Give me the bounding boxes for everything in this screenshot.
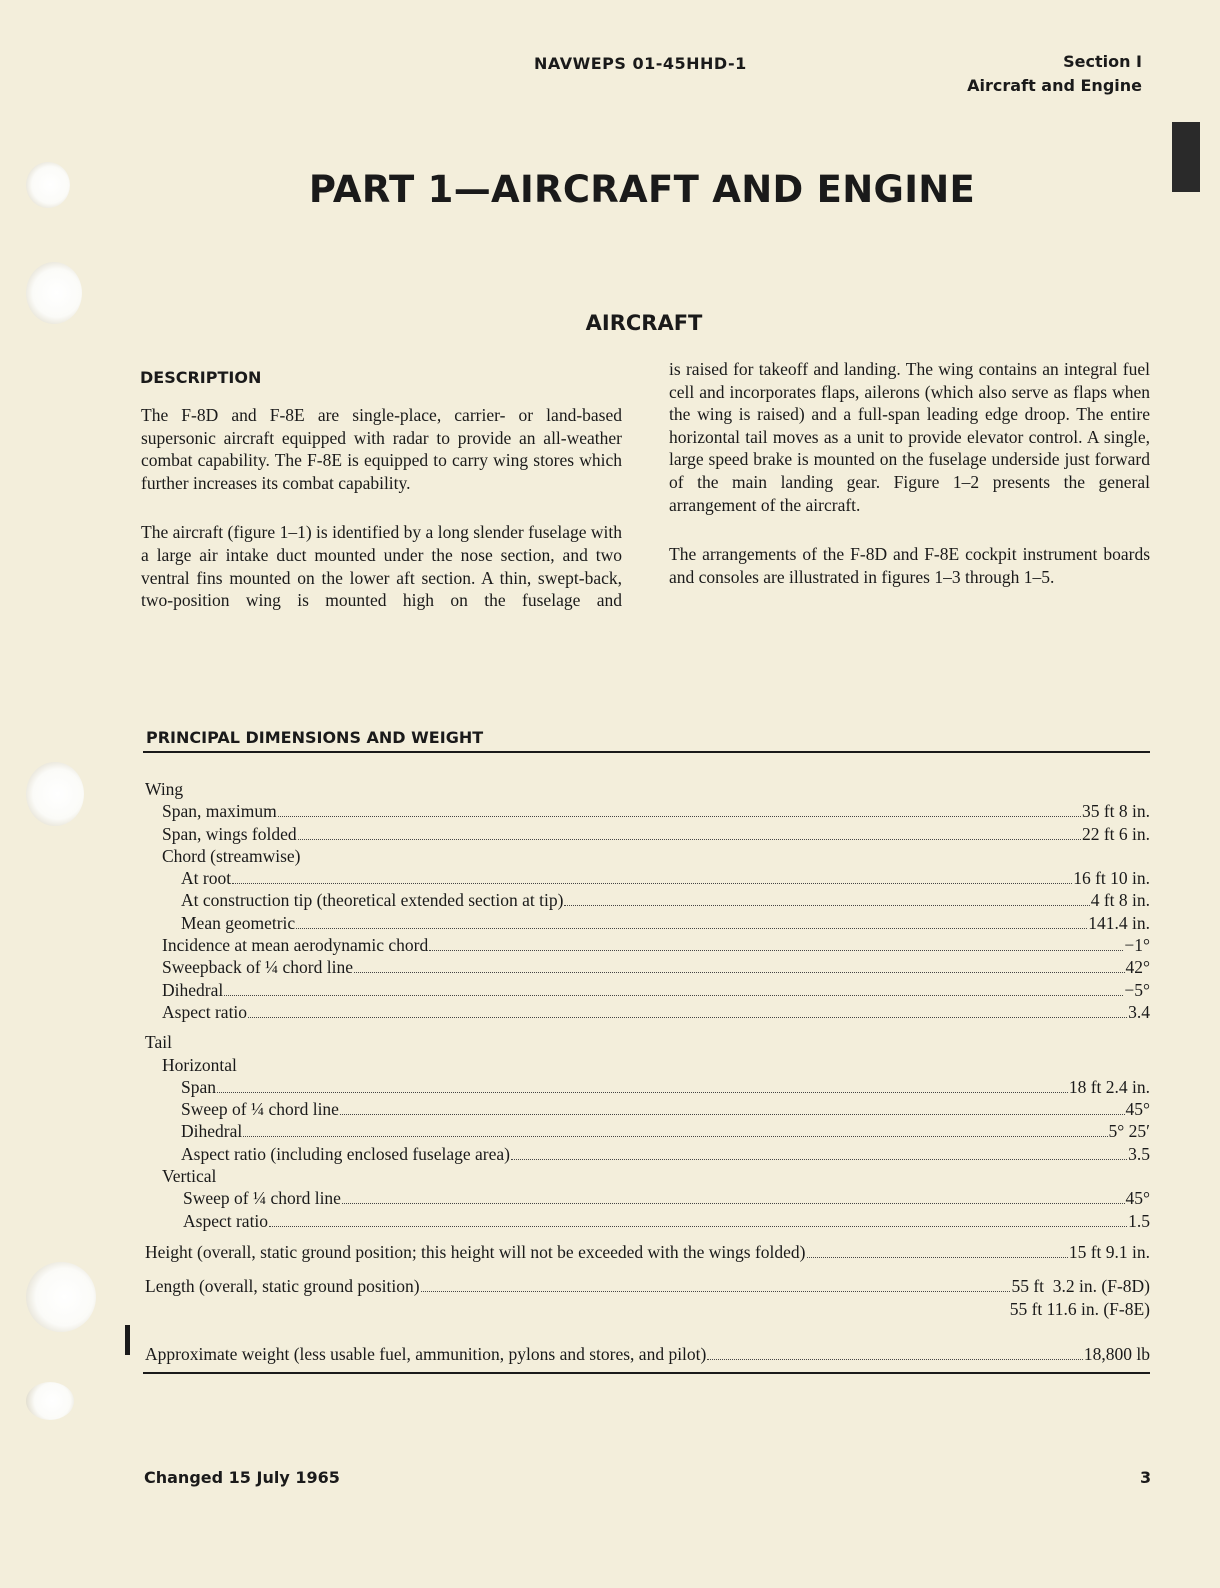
leader-dots bbox=[707, 1359, 1083, 1360]
leader-dots bbox=[224, 995, 1123, 996]
dimension-label: Mean geometric bbox=[181, 912, 296, 933]
leader-dots bbox=[342, 1203, 1125, 1204]
leader-dots bbox=[340, 1114, 1125, 1115]
dimension-row bbox=[145, 979, 1150, 1001]
weight-label: Approximate weight (less usable fuel, ammunition, pylons and stores, and pilot) bbox=[145, 1343, 707, 1364]
leader-dots bbox=[296, 928, 1087, 929]
group-label-text: Tail bbox=[145, 1032, 172, 1053]
leader-dots bbox=[232, 883, 1072, 884]
dimension-value: 1.5 bbox=[1128, 1210, 1150, 1231]
height-value: 15 ft 9.1 in. bbox=[1068, 1241, 1150, 1262]
leader-dots bbox=[217, 1092, 1068, 1093]
leader-dots bbox=[564, 905, 1089, 906]
dimension-row bbox=[145, 889, 1150, 911]
binder-hole bbox=[26, 1262, 96, 1332]
length-value-f8d: 55 ft 3.2 in. (F-8D) bbox=[1011, 1275, 1150, 1296]
dimension-value: −1° bbox=[1124, 935, 1150, 956]
dimension-value: 3.4 bbox=[1128, 1001, 1150, 1022]
dimension-row bbox=[145, 845, 1150, 867]
binder-hole bbox=[26, 1382, 74, 1420]
height-row bbox=[145, 1240, 1150, 1264]
dimension-label: Aspect ratio (including enclosed fuselage area) bbox=[181, 1143, 510, 1164]
change-date: Changed 15 July 1965 bbox=[144, 1468, 340, 1487]
paragraph: The F-8D and F-8E are single-place, carrier- or land-based supersonic aircraft equipped with radar to provide an all-weather combat capability. The F-8E is equipped to carry wing stores which further increases its combat capability. bbox=[141, 405, 622, 493]
length-value-f8e: 55 ft 11.6 in. (F-8E) bbox=[1009, 1298, 1150, 1319]
description-right-column bbox=[669, 358, 1150, 615]
page-number: 3 bbox=[1140, 1468, 1152, 1487]
dimension-label: At construction tip (theoretical extended section at tip) bbox=[181, 890, 564, 911]
leader-dots bbox=[278, 816, 1081, 817]
dimension-value: 4 ft 8 in. bbox=[1090, 890, 1150, 911]
group-label bbox=[145, 1031, 1150, 1053]
leader-dots bbox=[354, 972, 1125, 973]
dimension-label: Incidence at mean aerodynamic chord bbox=[162, 935, 429, 956]
dimension-value: 35 ft 8 in. bbox=[1081, 801, 1150, 822]
dimension-label: Horizontal bbox=[162, 1054, 237, 1075]
dimension-row bbox=[145, 1076, 1150, 1098]
leader-dots bbox=[511, 1159, 1127, 1160]
section-label bbox=[967, 50, 1142, 98]
group-label bbox=[145, 778, 1150, 800]
dimensions-heading: PRINCIPAL DIMENSIONS AND WEIGHT bbox=[146, 728, 484, 747]
dimension-row bbox=[145, 1098, 1150, 1120]
leader-dots bbox=[248, 1017, 1127, 1018]
dimension-value: 16 ft 10 in. bbox=[1073, 868, 1150, 889]
dimension-value: 45° bbox=[1125, 1188, 1150, 1209]
dimension-row bbox=[145, 800, 1150, 822]
paragraph: The aircraft (figure 1–1) is identified by a long slender fuselage with a large air intake duct mounted under the nose section, and two ventral fins mounted on the lower aft section. A thin, swept-back, two-position wing is mounted high on the fuselage and bbox=[141, 522, 622, 611]
binder-hole bbox=[26, 762, 84, 826]
paragraph: is raised for takeoff and landing. The wing contains an integral fuel cell and incorporates flaps, ailerons (which also serve as flaps when the wing is raised) and a full-span leading edge droop. The entire horizontal tail moves as a unit to provide elevator control. A single, large speed brake is mounted on the fuselage underside just forward of the main landing gear. Figure 1–2 presents the general arrangement of the aircraft. bbox=[669, 359, 1150, 515]
height-label: Height (overall, static ground position; this height will not be exceeded with the wings folded) bbox=[145, 1241, 806, 1262]
divider bbox=[143, 1372, 1150, 1374]
section-heading: AIRCRAFT bbox=[585, 311, 703, 335]
description-heading: DESCRIPTION bbox=[140, 368, 262, 387]
dimension-label: At root bbox=[181, 868, 232, 889]
dimension-value: 3.5 bbox=[1128, 1143, 1150, 1164]
dimension-label: Span, maximum bbox=[162, 801, 277, 822]
dimension-value: 5° 25′ bbox=[1108, 1121, 1150, 1142]
dimension-value: 45° bbox=[1125, 1099, 1150, 1120]
change-bar bbox=[125, 1325, 130, 1355]
document-number: NAVWEPS 01-45HHD-1 bbox=[534, 54, 747, 73]
paragraph: The arrangements of the F-8D and F-8E cockpit instrument boards and consoles are illustrated in figures 1–3 through 1–5. bbox=[669, 544, 1150, 587]
dimensions-table bbox=[145, 778, 1150, 1366]
dimension-row bbox=[145, 912, 1150, 934]
description-left-column bbox=[141, 404, 622, 639]
dimension-row bbox=[145, 1210, 1150, 1232]
leader-dots bbox=[429, 950, 1123, 951]
dimension-label: Chord (streamwise) bbox=[162, 845, 301, 866]
dimension-row bbox=[145, 1120, 1150, 1142]
dimension-label: Aspect ratio bbox=[183, 1210, 269, 1231]
dimension-label: Aspect ratio bbox=[162, 1001, 248, 1022]
dimension-label: Span, wings folded bbox=[162, 823, 297, 844]
leader-dots bbox=[421, 1291, 1011, 1292]
weight-value: 18,800 lb bbox=[1083, 1343, 1150, 1364]
dimension-label: Sweep of ¼ chord line bbox=[181, 1099, 339, 1120]
page-title: PART 1—AIRCRAFT AND ENGINE bbox=[308, 168, 976, 211]
dimension-label: Span bbox=[181, 1076, 216, 1097]
dimension-row bbox=[145, 1165, 1150, 1187]
dimension-value: 42° bbox=[1125, 957, 1150, 978]
dimension-label: Dihedral bbox=[162, 979, 224, 1000]
dimension-value: 141.4 in. bbox=[1088, 912, 1150, 933]
dimension-row bbox=[145, 1187, 1150, 1209]
length-row bbox=[145, 1274, 1150, 1298]
leader-dots bbox=[243, 1136, 1107, 1137]
dimension-row bbox=[145, 823, 1150, 845]
dimension-label: Dihedral bbox=[181, 1121, 243, 1142]
leader-dots bbox=[269, 1226, 1127, 1227]
dimension-row bbox=[145, 867, 1150, 889]
group-label-text: Wing bbox=[145, 779, 184, 799]
dimension-value: 18 ft 2.4 in. bbox=[1068, 1076, 1150, 1097]
section-number: Section I bbox=[1063, 52, 1142, 71]
length-label: Length (overall, static ground position) bbox=[145, 1275, 420, 1296]
divider bbox=[143, 751, 1150, 753]
leader-dots bbox=[807, 1257, 1068, 1258]
dimension-row bbox=[145, 934, 1150, 956]
dimension-row bbox=[145, 1001, 1150, 1023]
dimension-label: Sweep of ¼ chord line bbox=[183, 1188, 341, 1209]
section-title: Aircraft and Engine bbox=[967, 76, 1142, 95]
dimension-label: Sweepback of ¼ chord line bbox=[162, 957, 353, 978]
dimension-label: Vertical bbox=[162, 1166, 217, 1187]
weight-row bbox=[145, 1342, 1150, 1366]
dimension-row bbox=[145, 956, 1150, 978]
dimension-row bbox=[145, 1143, 1150, 1165]
dimension-value: −5° bbox=[1124, 979, 1150, 1000]
length-row-2 bbox=[145, 1298, 1150, 1320]
leader-dots bbox=[298, 839, 1081, 840]
dimension-value: 22 ft 6 in. bbox=[1081, 823, 1150, 844]
dimension-row bbox=[145, 1054, 1150, 1076]
